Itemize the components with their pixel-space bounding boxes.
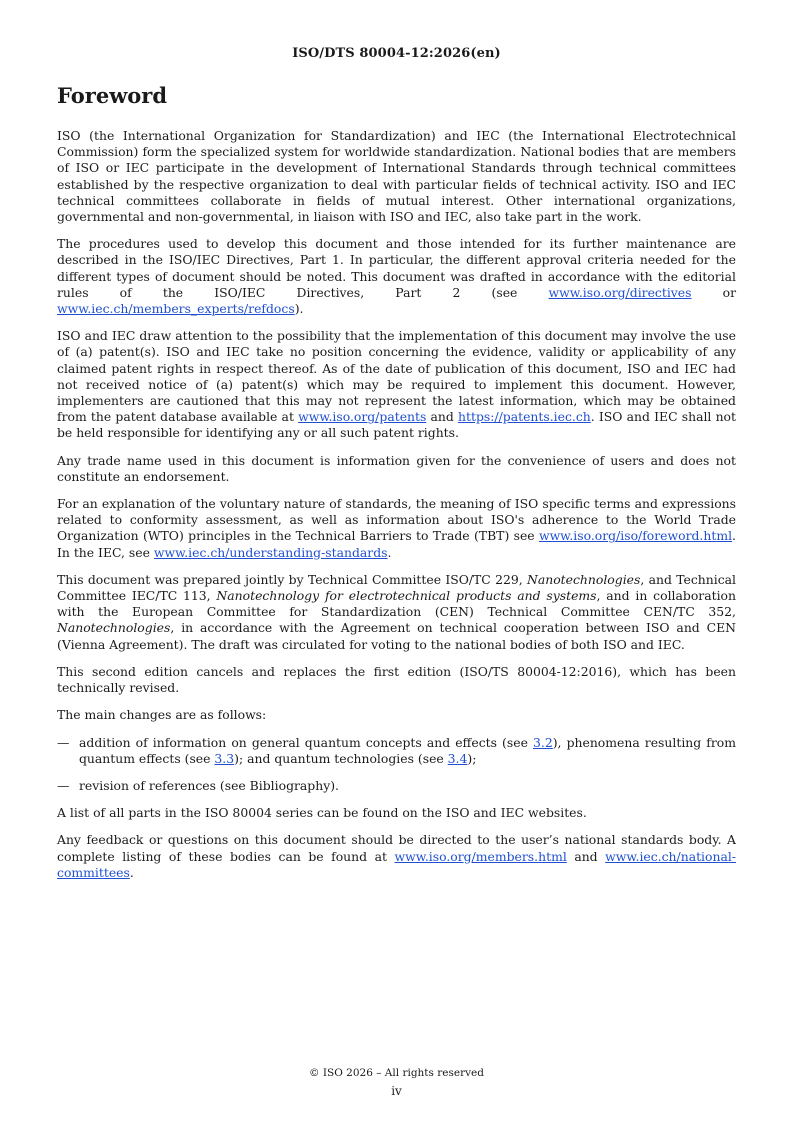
page-number: iv	[391, 1084, 402, 1098]
paragraph-trade-name: Any trade name used in this document is information given for the convenience of users and does not constitute an endorsement.	[57, 452, 736, 484]
page-footer	[0, 1066, 793, 1098]
paragraph-prepared-by	[57, 572, 736, 653]
paragraph-text: .	[387, 544, 392, 560]
paragraph-feedback	[57, 832, 736, 881]
paragraph-procedures	[57, 236, 736, 317]
paragraph-text: .	[129, 864, 134, 880]
paragraph-text: Any feedback or questions on this document should be directed to the user’s national standards body. A complete listing of these bodies can be found at	[57, 832, 736, 864]
paragraph-text: );	[467, 750, 477, 766]
paragraph-organizations: ISO (the International Organization for Standardization) and IEC (the International Electrotechnical Commission) form the specialized system for worldwide standardization. National bodies that are members of ISO or IEC participate in the development of International Standards through technical committees established by the respective organization to deal with particular fields of technical activity. ISO and IEC technical committees collaborate in fields of mutual interest. Other international organizations, governmental and non-governmental, in liaison with ISO and IEC, also take part in the work.	[57, 128, 736, 225]
iec-national-committees-link[interactable]: www.iec.ch/national-committees	[57, 848, 736, 880]
paragraph-text: The procedures used to develop this document and those intended for its further maintenance are described in the ISO/IEC Directives, Part 1. In particular, the different approval criteria needed for the different types of document should be noted. This document was drafted in accordance with the editorial rules of the ISO/IEC Directives, Part 2 (see	[57, 236, 736, 300]
list-item	[57, 735, 736, 767]
copyright-notice: © ISO 2026 – All rights reserved	[309, 1067, 484, 1079]
paragraph-text: . In the IEC, see	[57, 528, 736, 560]
paragraph-text: ISO and IEC draw attention to the possibility that the implementation of this document may involve the use of (a) patent(s). ISO and IEC take no position concerning the evidence, validity or applicability of any claimed patent rights in respect thereof. As of the date of publication of this document, ISO and IEC had not received notice of (a) patent(s) which may be required to implement this document. However, implementers are cautioned that this may not represent the latest information, which may be obtained from the patent database available at	[57, 328, 736, 425]
iso-foreword-link[interactable]: www.iso.org/iso/foreword.html	[538, 528, 733, 544]
clause-3-3-link[interactable]: 3.3	[214, 750, 235, 766]
foreword-body	[57, 128, 736, 892]
committee-title: Nanotechnologies	[527, 571, 641, 587]
clause-3-4-link[interactable]: 3.4	[447, 750, 468, 766]
list-item-text	[79, 735, 736, 767]
section-title: Foreword	[57, 83, 168, 108]
paragraph-main-changes: The main changes are as follows:	[57, 707, 267, 723]
paragraph-text: ).	[294, 301, 304, 317]
paragraph-text: , in accordance with the Agreement on technical cooperation between ISO and CEN (Vienna Agreement). The draft was circulated for voting to the national bodies of both ISO and IEC.	[57, 620, 736, 652]
paragraph-text: For an explanation of the voluntary nature of standards, the meaning of ISO specific terms and expressions related to conformity assessment, as well as information about ISO's adherence to the World Trade Organization (WTO) principles in the Technical Barriers to Trade (TBT) see	[57, 496, 736, 544]
paragraph-text: This document was prepared jointly by Technical Committee ISO/TC 229,	[57, 571, 527, 587]
iso-patents-link[interactable]: www.iso.org/patents	[298, 409, 427, 425]
committee-title: Nanotechnologies	[57, 620, 171, 636]
paragraph-text: ), phenomena resulting from quantum effects (see	[79, 734, 736, 766]
paragraph-voluntary-nature	[57, 496, 736, 561]
list-dash: —	[57, 777, 70, 793]
directives-link[interactable]: www.iso.org/directives	[548, 284, 692, 300]
iec-patents-link[interactable]: https://patents.iec.ch	[458, 409, 591, 425]
list-item	[57, 778, 736, 794]
paragraph-text: , and in collaboration with the European Committee for Standardization (CEN) Technical Committee CEN/TC 352,	[57, 588, 736, 620]
paragraph-text: and	[426, 409, 459, 425]
iec-understanding-standards-link[interactable]: www.iec.ch/understanding-standards	[153, 544, 388, 560]
committee-title: Nanotechnology for electrotechnical products and systems	[216, 588, 597, 604]
document-identifier: ISO/DTS 80004-12:2026(en)	[292, 46, 501, 61]
list-item-text: revision of references (see Bibliography).	[79, 777, 339, 793]
paragraph-text: addition of information on general quantum concepts and effects (see	[79, 734, 533, 750]
paragraph-text: or	[691, 284, 737, 300]
paragraph-patents	[57, 328, 736, 441]
list-dash: —	[57, 734, 70, 750]
clause-3-2-link[interactable]: 3.2	[533, 734, 553, 750]
paragraph-text: ); and quantum technologies (see	[234, 750, 448, 766]
iso-members-link[interactable]: www.iso.org/members.html	[394, 848, 567, 864]
paragraph-edition: This second edition cancels and replaces the first edition (ISO/TS 80004-12:2016), which has been technically revised.	[57, 663, 736, 696]
paragraph-text: , and Technical Committee IEC/TC 113,	[57, 571, 736, 604]
paragraph-text: . ISO and IEC shall not be held responsible for identifying any or all such patent rights.	[57, 409, 736, 441]
paragraph-text: and	[566, 848, 606, 864]
paragraph-series-list: A list of all parts in the ISO 80004 series can be found on the ISO and IEC websites.	[57, 805, 587, 821]
refdocs-link[interactable]: www.iec.ch/members_experts/refdocs	[57, 301, 295, 317]
